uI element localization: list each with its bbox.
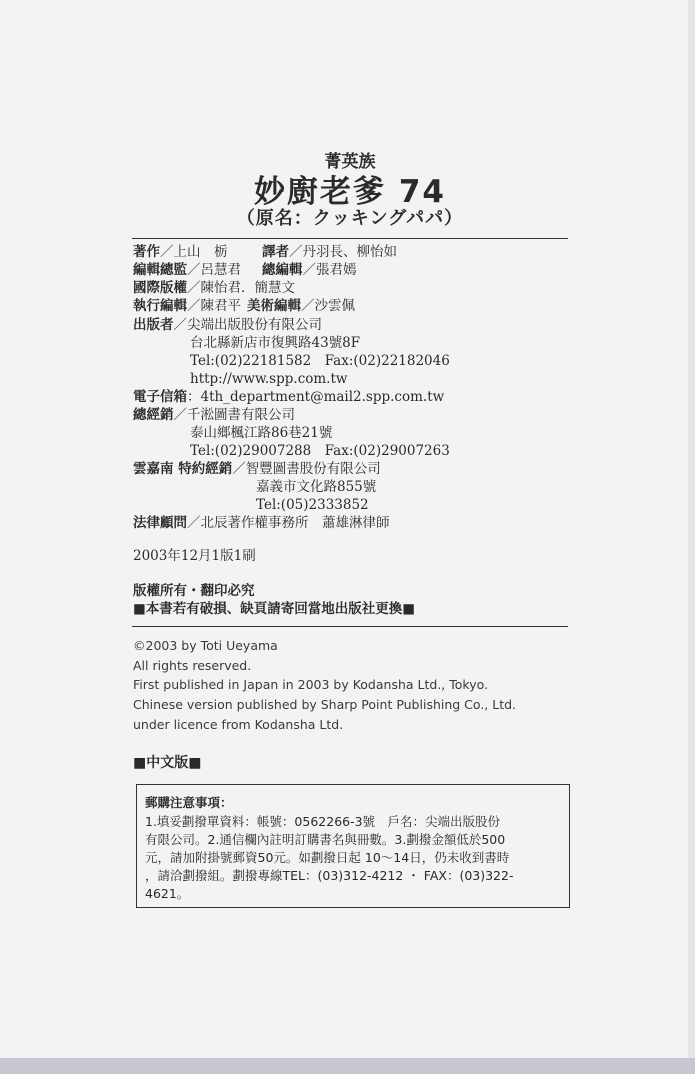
- email-value: ：4th_department@mail2.spp.com.tw: [187, 389, 445, 405]
- copyright-line: ©2003 by Toti Ueyama: [133, 638, 278, 653]
- book-title: 妙廚老爹 74: [254, 174, 446, 210]
- order-notice-line: 4621。: [145, 886, 190, 901]
- publisher-address: 台北縣新店市復興路43號8F: [190, 335, 361, 351]
- art-editor-row: [247, 298, 355, 314]
- copyright-line: Chinese version published by Sharp Point Publishing Co., Ltd.: [133, 697, 517, 712]
- rights-notice: 版權所有・翻印必究: [133, 583, 255, 599]
- distributor-label: 總經銷: [133, 407, 174, 423]
- regional-address: 嘉義市文化路855號: [256, 479, 377, 495]
- order-notice-line: 1.填妥劃撥單資料：帳號：0562266-3號 戶名：尖端出版股份: [145, 814, 501, 829]
- publisher-url: http://www.spp.com.tw: [190, 371, 348, 387]
- copyright-line: under licence from Kodansha Ltd.: [133, 717, 344, 732]
- publisher-row: [133, 317, 322, 333]
- exec-editor-value: ／陳君平: [187, 298, 241, 314]
- translator-label: 譯者: [262, 244, 289, 260]
- chief-editor-row: [262, 262, 357, 278]
- scan-border: [0, 1058, 695, 1074]
- edition-info: 2003年12月1版1刷: [133, 548, 256, 564]
- chinese-edition-label: ■中文版■: [133, 755, 202, 771]
- legal-value: ／北辰著作權事務所 蕭雄淋律師: [187, 515, 390, 531]
- art-editor-label: 美術編輯: [247, 298, 301, 314]
- email-label: 電子信箱: [133, 389, 187, 405]
- rights-value: ／陳怡君．簡慧文: [187, 280, 295, 296]
- order-notice-line: 元，請加附掛號郵資50元。如劃撥日起 10～14日，仍未收到書時: [145, 850, 510, 865]
- order-notice-line: ，請洽劃撥組。劃撥專線TEL：(03)312-4212 ・ FAX：(03)322-: [145, 868, 514, 883]
- rights-row: [133, 280, 295, 296]
- distributor-value: ／千淞圖書有限公司: [173, 407, 295, 423]
- regional-label: 雲嘉南 特約經銷: [133, 461, 233, 477]
- order-notice-line: 有限公司。2.通信欄內註明訂購書名與冊數。3.劃撥金額低於500: [145, 832, 506, 847]
- author-value: ／上山 栃: [160, 244, 228, 260]
- regional-row: [133, 461, 381, 477]
- publisher-value: ／尖端出版股份有限公司: [173, 317, 322, 333]
- distributor-address: 泰山鄉楓江路86巷21號: [190, 425, 333, 441]
- distributor-phone: Tel:(02)29007288 Fax:(02)29007263: [190, 443, 450, 459]
- editor-in-chief-value: ／呂慧君: [187, 262, 241, 278]
- original-title: （原名：クッキングパパ）: [236, 208, 464, 229]
- regional-value: ／智豐圖書股份有限公司: [232, 461, 381, 477]
- exec-editor-row: [133, 298, 241, 314]
- divider-top: [132, 238, 568, 239]
- author-row: [133, 244, 228, 260]
- exec-editor-label: 執行編輯: [133, 298, 187, 314]
- damage-notice: ■本書若有破損、缺頁請寄回當地出版社更換■: [133, 601, 416, 617]
- translator-value: ／丹羽長、柳怡如: [289, 244, 397, 260]
- art-editor-value: ／沙雲佩: [301, 298, 355, 314]
- chief-editor-value: ／張君嫣: [302, 262, 357, 278]
- rights-label: 國際版權: [133, 280, 187, 296]
- email-row: [133, 389, 444, 405]
- copyright-line: First published in Japan in 2003 by Kodansha Ltd., Tokyo.: [133, 677, 488, 692]
- distributor-row: [133, 407, 295, 423]
- publisher-phone: Tel:(02)22181582 Fax:(02)22182046: [190, 353, 450, 369]
- page-edge: [688, 0, 695, 1074]
- regional-phone: Tel:(05)2333852: [256, 497, 369, 513]
- chief-editor-label: 總編輯: [262, 262, 303, 278]
- author-label: 著作: [133, 244, 160, 260]
- translator-row: [262, 244, 397, 260]
- editor-in-chief-label: 編輯總監: [133, 262, 187, 278]
- divider-bottom: [132, 626, 568, 627]
- copyright-line: All rights reserved.: [133, 658, 252, 673]
- order-notice-box: [136, 784, 570, 908]
- series-name: 菁英族: [324, 152, 376, 172]
- publisher-label: 出版者: [133, 317, 174, 333]
- legal-row: [133, 515, 390, 531]
- editor-in-chief-row: [133, 262, 241, 278]
- order-notice-title: 郵購注意事項：: [145, 795, 233, 810]
- legal-label: 法律顧問: [133, 515, 187, 531]
